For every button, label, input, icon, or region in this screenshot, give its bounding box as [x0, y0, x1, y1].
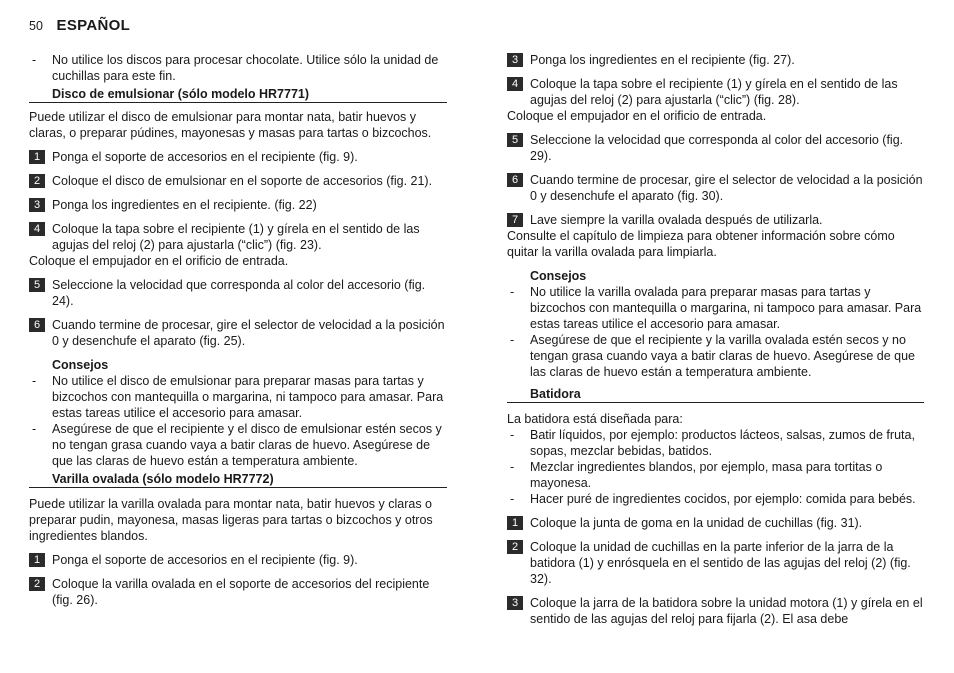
step-number: 5 [29, 278, 45, 292]
step: 3 Coloque la jarra de la batidora sobre la unidad motora (1) y gírela en el sentido de las agujas del reloj para fijarla (2). El asa debe [507, 595, 924, 627]
step-number: 2 [29, 577, 45, 591]
section-title-batidora: Batidora [507, 386, 924, 403]
step-number: 3 [29, 198, 45, 212]
note: Coloque el empujador en el orificio de entrada. [29, 254, 289, 268]
step-number: 1 [29, 150, 45, 164]
note: Coloque el empujador en el orificio de entrada. [507, 109, 767, 123]
step: 4 Coloque la tapa sobre el recipiente (1) y gírela en el sentido de las agujas del reloj (2) para ajustarla (“clic”) (fig. 23). [29, 221, 447, 253]
step: 7 Lave siempre la varilla ovalada después de utilizarla. [507, 212, 924, 228]
section-title-emulsionar: Disco de emulsionar (sólo modelo HR7771) [29, 86, 447, 103]
page-number: 50 [29, 19, 43, 33]
section-intro: Puede utilizar la varilla ovalada para montar nata, batir huevos y claras o preparar pudin, mayonesa, masas ligeras para tartas o bizcochos y otros ingredientes blandos. [29, 497, 433, 543]
list-item: - Batir líquidos, por ejemplo: productos lácteos, salsas, zumos de fruta, sopas, mezclar bebidas, batidos. [510, 428, 915, 458]
language-title: ESPAÑOL [56, 17, 131, 34]
right-column [507, 52, 924, 627]
step-number: 3 [507, 53, 523, 67]
tip-item: - No utilice el disco de emulsionar para preparar masas para tartas y bizcochos con mantequilla o margarina, ni tampoco para amasar. Para estas tareas utilice el accesorio para amasar. [32, 374, 444, 420]
list-item: - Hacer puré de ingredientes cocidos, por ejemplo: comida para bebés. [510, 492, 916, 506]
step-number: 1 [507, 516, 523, 530]
tip-item: - Asegúrese de que el recipiente y la varilla ovalada estén secos y no tengan grasa cuando vaya a batir claras de huevo. Asegúrese de que las claras de huevo están a temperatura ambiente. [510, 333, 915, 379]
section-title-varilla: Varilla ovalada (sólo modelo HR7772) [29, 471, 447, 488]
step-number: 4 [29, 222, 45, 236]
step-number: 6 [507, 173, 523, 187]
intro-bullet: - No utilice los discos para procesar chocolate. Utilice sólo la unidad de cuchillas para este fin. [32, 53, 439, 83]
step-number: 3 [507, 596, 523, 610]
step: 3 Ponga los ingredientes en el recipiente. (fig. 22) [29, 197, 447, 213]
tip-item: - No utilice la varilla ovalada para preparar masas para tartas y bizcochos con mantequilla o margarina, ni tampoco para amasar. Para estas tareas utilice el accesorio para amasar. [510, 285, 922, 331]
step: 4 Coloque la tapa sobre el recipiente (1) y gírela en el sentido de las agujas del reloj (2) para ajustarla (“clic”) (fig. 28). [507, 76, 924, 108]
step: 1 Ponga el soporte de accesorios en el recipiente (fig. 9). [29, 149, 447, 165]
step-number: 7 [507, 213, 523, 227]
step: 2 Coloque la varilla ovalada en el soporte de accesorios del recipiente (fig. 26). [29, 576, 447, 608]
step: 5 Seleccione la velocidad que corresponda al color del accesorio (fig. 29). [507, 132, 924, 164]
step: 5 Seleccione la velocidad que corresponda al color del accesorio (fig. 24). [29, 277, 447, 309]
page-header [29, 17, 130, 34]
step-number: 1 [29, 553, 45, 567]
left-column [29, 52, 447, 608]
step: 1 Coloque la junta de goma en la unidad de cuchillas (fig. 31). [507, 515, 924, 531]
list-item: - Mezclar ingredientes blandos, por ejemplo, masa para tortitas o mayonesa. [510, 460, 883, 490]
step: 3 Ponga los ingredientes en el recipiente (fig. 27). [507, 52, 924, 68]
step: 2 Coloque el disco de emulsionar en el soporte de accesorios (fig. 21). [29, 173, 447, 189]
note: Consulte el capítulo de limpieza para obtener información sobre cómo quitar la varilla ovalada para limpiarla. [507, 229, 895, 259]
section-intro: Puede utilizar el disco de emulsionar para montar nata, batir huevos y claras, o preparar púdines, mayonesas y masas para tartas o bizcochos. [29, 110, 432, 140]
step: 6 Cuando termine de procesar, gire el selector de velocidad a la posición 0 y desenchufe el aparato (fig. 30). [507, 172, 924, 204]
step: 2 Coloque la unidad de cuchillas en la parte inferior de la jarra de la batidora (1) y enrósquela en el sentido de las agujas del reloj (2) (fig. 32). [507, 539, 924, 587]
tip-item: - Asegúrese de que el recipiente y el disco de emulsionar estén secos y no tengan grasa cuando vaya a batir claras de huevo. Asegúrese de que las claras de huevo están a temperatura ambiente. [32, 422, 442, 468]
step-number: 2 [29, 174, 45, 188]
step-number: 4 [507, 77, 523, 91]
tips-title: Consejos [52, 358, 109, 372]
step-number: 5 [507, 133, 523, 147]
step-number: 6 [29, 318, 45, 332]
step: 6 Cuando termine de procesar, gire el selector de velocidad a la posición 0 y desenchufe el aparato (fig. 25). [29, 317, 447, 349]
tips-title: Consejos [530, 269, 587, 283]
step-number: 2 [507, 540, 523, 554]
step: 1 Ponga el soporte de accesorios en el recipiente (fig. 9). [29, 552, 447, 568]
section-intro: La batidora está diseñada para: [507, 412, 683, 426]
